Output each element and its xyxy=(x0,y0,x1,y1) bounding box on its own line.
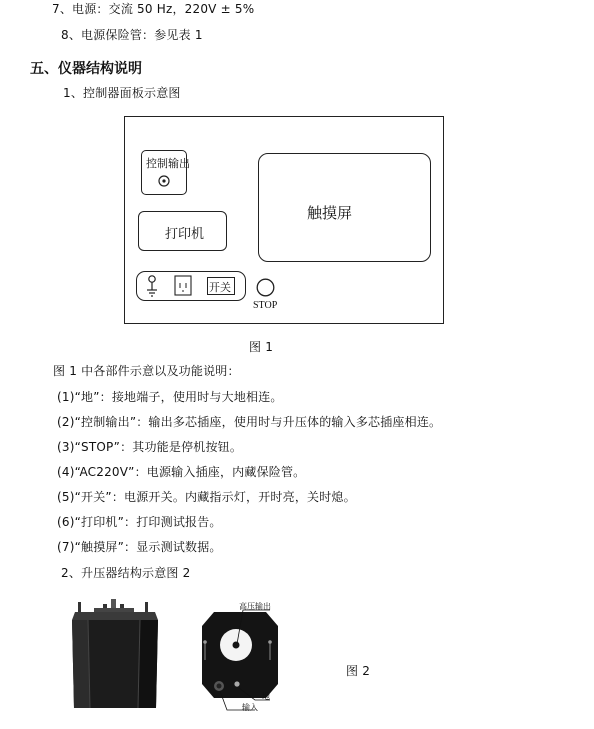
printer-label: 打印机 xyxy=(165,227,205,242)
description-item: (2)“控制输出”：输出多芯插座，使用时与升压体的输入多芯插座相连。 xyxy=(57,415,442,429)
input-label: 输入 xyxy=(242,703,258,712)
booster-body-illustration xyxy=(70,598,160,710)
stop-button-icon xyxy=(256,278,275,297)
description-item: (7)“触摸屏”：显示测试数据。 xyxy=(57,540,222,554)
power-strip xyxy=(136,271,246,301)
ac220v-socket-icon xyxy=(174,275,192,296)
description-item: (3)“STOP”：其功能是停机按钮。 xyxy=(57,440,243,454)
figure-1-caption: 图 1 xyxy=(249,340,274,354)
figure-2-caption: 图 2 xyxy=(346,664,371,678)
ground-terminal-icon xyxy=(144,274,160,298)
spec-item-7: 7、电源：交流 50 Hz，220V ± 5% xyxy=(52,2,255,16)
hv-output-label: 高压输出 xyxy=(239,602,271,611)
stop-label: STOP xyxy=(253,300,278,311)
description-item: (1)“地”：接地端子，使用时与大地相连。 xyxy=(57,390,283,404)
socket-icon xyxy=(158,175,170,187)
control-output-socket xyxy=(141,150,190,195)
touchscreen-label: 触摸屏 xyxy=(307,204,353,222)
printer-module xyxy=(138,211,227,251)
power-switch-label: 开关 xyxy=(209,281,231,294)
control-output-label: 控制输出 xyxy=(146,157,190,170)
description-item: (5)“开关”：电源开关。内藏指示灯，开时亮，关时熄。 xyxy=(57,490,356,504)
spec-item-8: 8、电源保险管：参见表 1 xyxy=(61,28,203,42)
subsection-booster: 2、升压器结构示意图 2 xyxy=(61,566,191,580)
subsection-control-panel: 1、控制器面板示意图 xyxy=(63,86,181,100)
description-intro: 图 1 中各部件示意以及功能说明： xyxy=(53,364,240,378)
touchscreen xyxy=(258,153,431,262)
ground-label: 地 xyxy=(262,692,270,701)
description-item: (4)“AC220V”：电源输入插座，内藏保险管。 xyxy=(57,465,306,479)
power-switch xyxy=(207,277,235,295)
description-item: (6)“打印机”：打印测试报告。 xyxy=(57,515,222,529)
section-title: 五、仪器结构说明 xyxy=(30,61,142,77)
